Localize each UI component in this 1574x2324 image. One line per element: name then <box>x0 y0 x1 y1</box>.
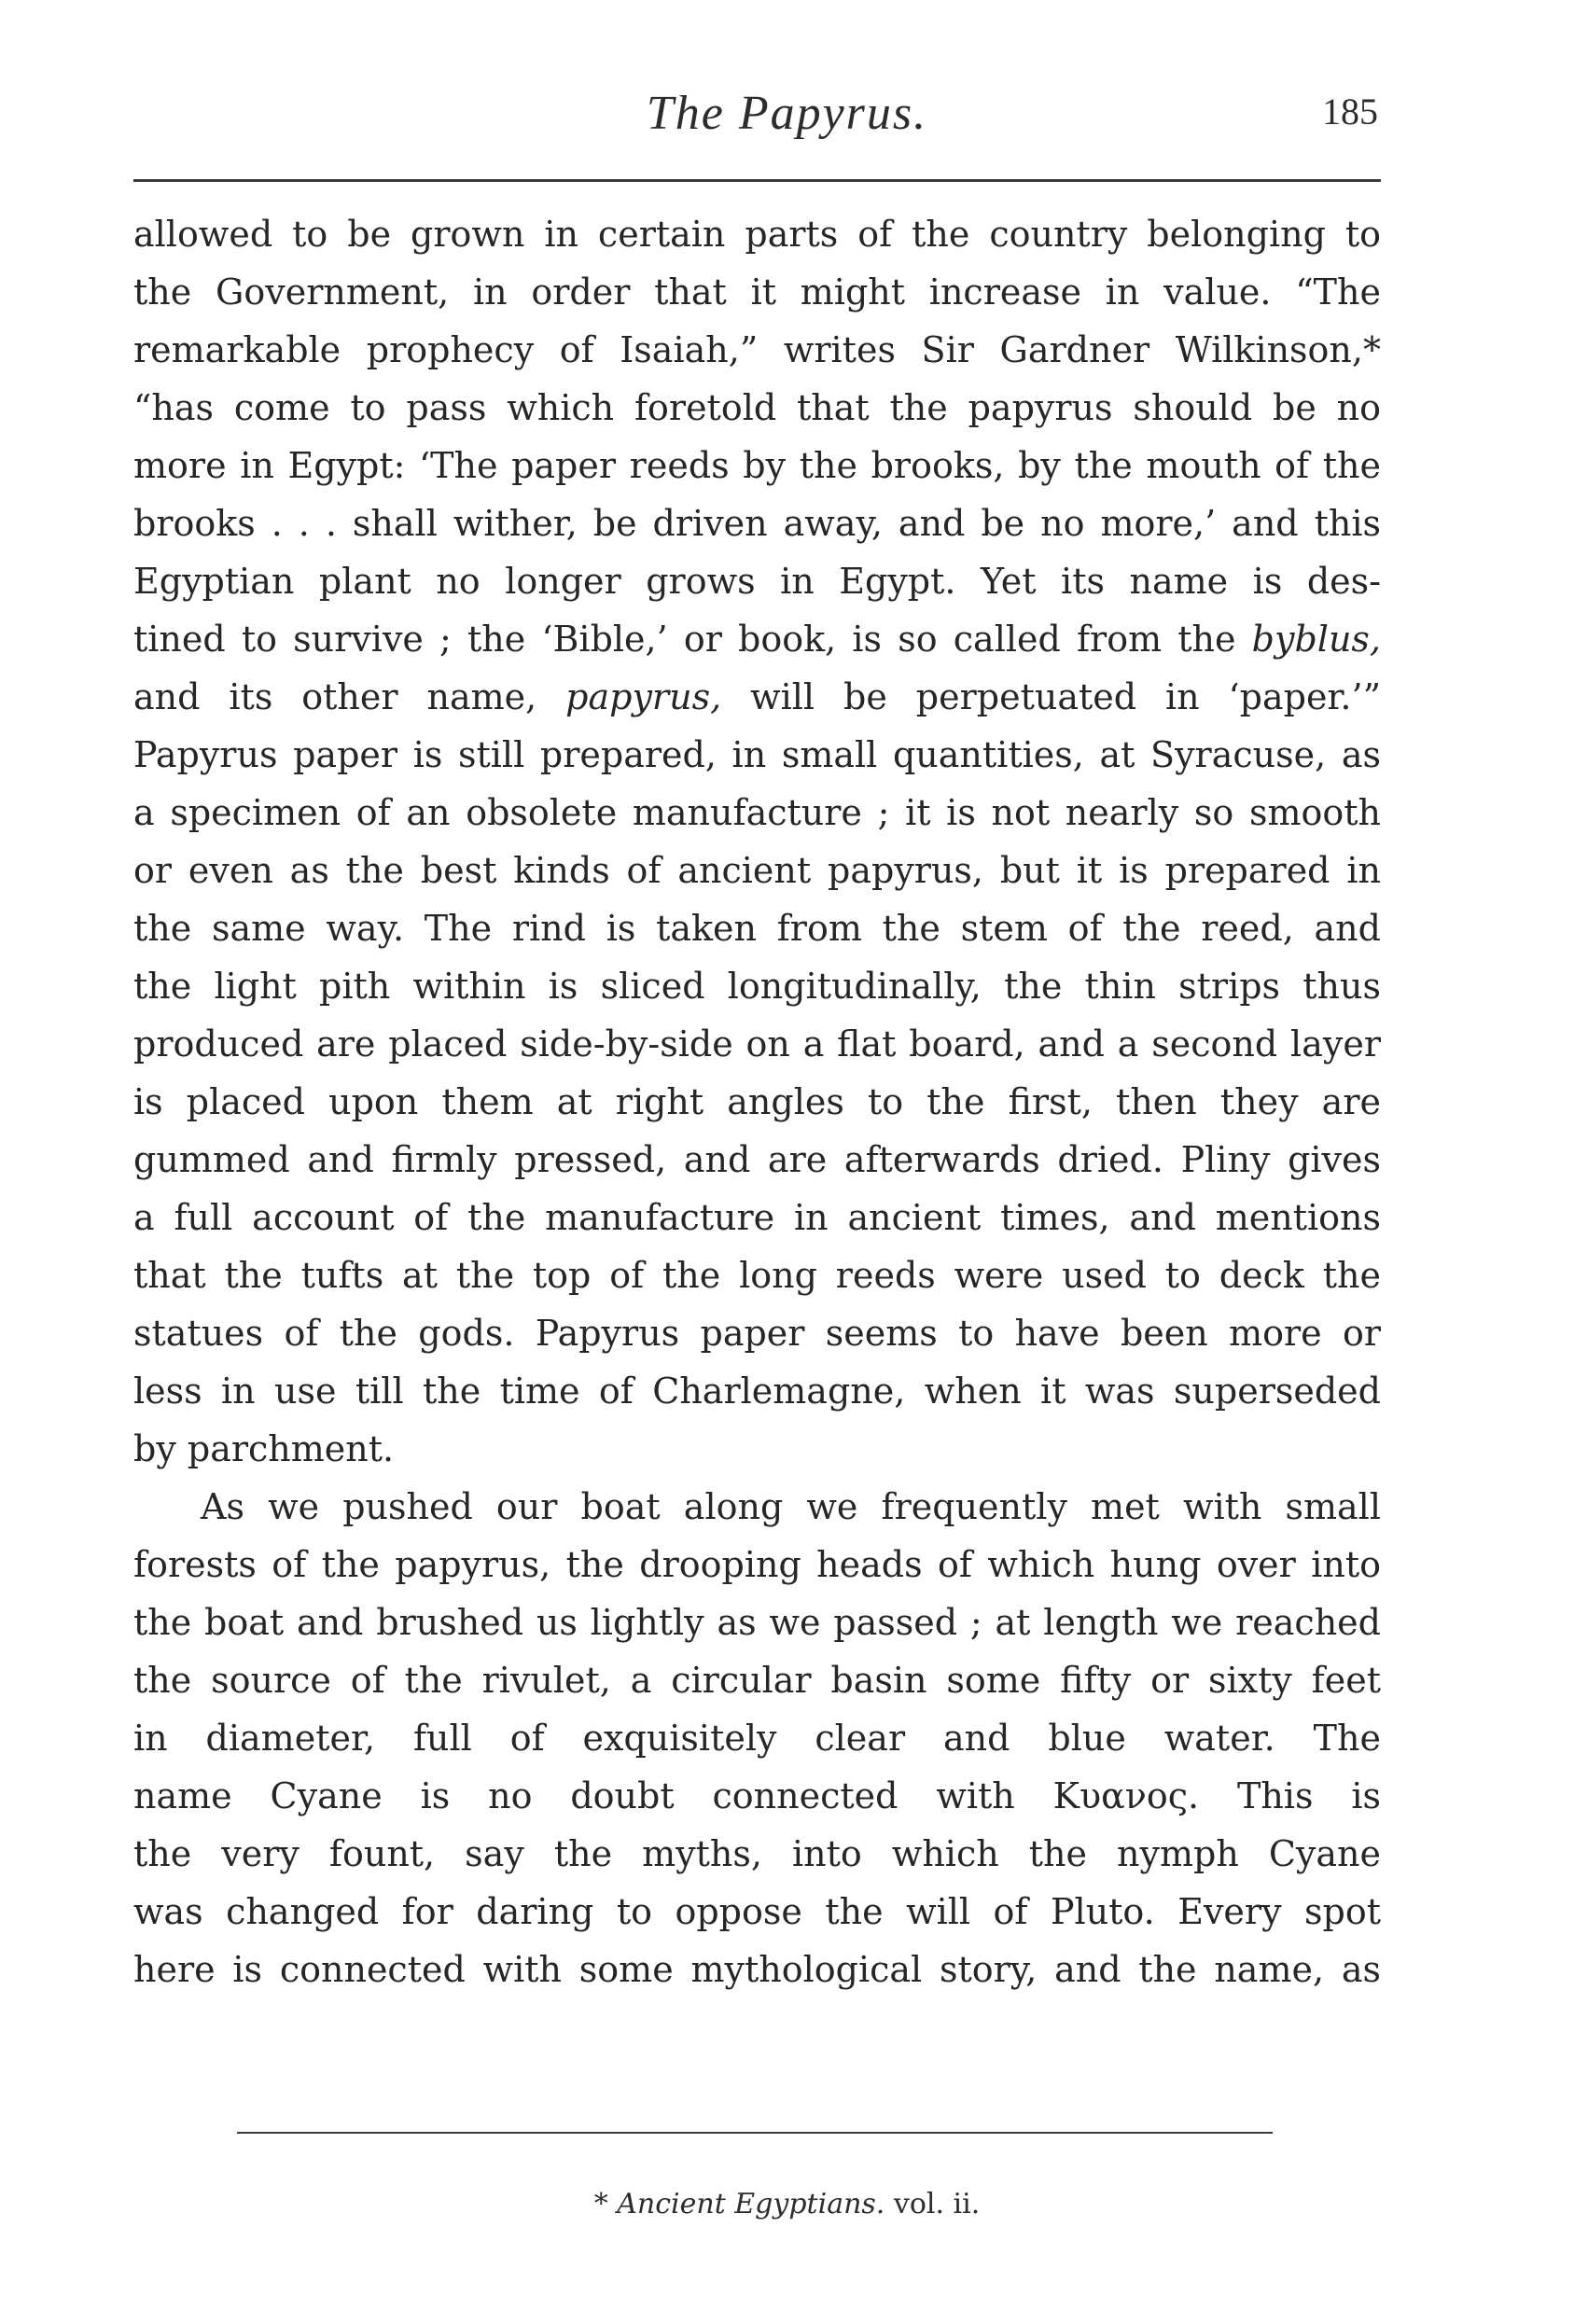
footnote <box>0 2188 1574 2220</box>
body-text <box>133 205 1381 1998</box>
footnote-volume: vol. ii. <box>885 2188 981 2220</box>
text-line: remarkable prophecy of Isaiah,” writes Sir Gardner Wilkinson,* <box>133 329 1381 370</box>
text-line: less in use till the time of Charlemagne, when it was superseded <box>133 1371 1381 1412</box>
italic-word-byblus: byblus, <box>1251 619 1381 660</box>
text-line <box>133 668 1381 726</box>
text-line: by parchment. <box>133 1428 395 1469</box>
text-line: the source of the rivulet, a circular basin some fifty or sixty feet <box>133 1660 1381 1701</box>
footnote-rule <box>237 2132 1273 2134</box>
text-line: a specimen of an obsolete manufacture ; it is not nearly so smooth <box>133 792 1381 833</box>
text-run: will be perpetuated in ‘paper.’” <box>721 676 1381 717</box>
text-line <box>133 610 1381 668</box>
text-line: a full account of the manufacture in ancient times, and mentions <box>133 1197 1381 1238</box>
text-line: the same way. The rind is taken from the stem of the reed, and <box>133 908 1381 949</box>
text-line: As we pushed our boat along we frequently met with small <box>201 1486 1381 1527</box>
text-line: the very fount, say the myths, into which the nymph Cyane <box>133 1833 1381 1874</box>
text-line: “has come to pass which foretold that the papyrus should be no <box>133 387 1381 428</box>
text-line: or even as the best kinds of ancient papyrus, but it is prepared in <box>133 850 1381 891</box>
text-line: in diameter, full of exquisitely clear and blue water. The <box>133 1718 1381 1759</box>
page-number: 185 <box>1322 90 1378 132</box>
text-line: statues of the gods. Papyrus paper seems to have been more or <box>133 1313 1381 1354</box>
text-line: produced are placed side-by-side on a flat board, and a second layer <box>133 1023 1381 1065</box>
text-line: Egyptian plant no longer grows in Egypt. Yet its name is des- <box>133 561 1381 602</box>
text-line: was changed for daring to oppose the will of Pluto. Every spot <box>133 1891 1381 1932</box>
paragraph-1 <box>133 205 1381 1478</box>
header-rule <box>133 179 1381 182</box>
text-line: the boat and brushed us lightly as we passed ; at length we reached <box>133 1602 1381 1643</box>
text-line: Papyrus paper is still prepared, in small quantities, at Syracuse, as <box>133 734 1381 775</box>
italic-word-papyrus: papyrus, <box>565 676 722 717</box>
running-title: The Papyrus. <box>646 87 928 140</box>
text-line: forests of the papyrus, the drooping heads of which hung over into <box>133 1544 1381 1585</box>
text-line: the light pith within is sliced longitudinally, the thin strips thus <box>133 966 1381 1007</box>
text-line: that the tufts at the top of the long reeds were used to deck the <box>133 1255 1381 1296</box>
text-line: allowed to be grown in certain parts of the country belonging to <box>133 214 1381 255</box>
text-line: is placed upon them at right angles to the first, then they are <box>133 1081 1381 1122</box>
text-line: the Government, in order that it might increase in value. “The <box>133 271 1381 313</box>
text-line: brooks . . . shall wither, be driven away, and be no more,’ and this <box>133 503 1381 544</box>
footnote-title: Ancient Egyptians. <box>617 2188 885 2220</box>
text-line: here is connected with some mythological story, and the name, as <box>133 1949 1381 1990</box>
text-line: more in Egypt: ‘The paper reeds by the brooks, by the mouth of the <box>133 445 1381 486</box>
paragraph-2 <box>133 1478 1381 1998</box>
footnote-marker: * <box>593 2188 618 2220</box>
text-run: tined to survive ; the ‘Bible,’ or book, is so called from the <box>133 619 1252 660</box>
text-line: gummed and firmly pressed, and are afterwards dried. Pliny gives <box>133 1139 1381 1180</box>
text-run: and its other name, <box>133 676 566 717</box>
text-line: name Cyane is no doubt connected with Κυανος. This is <box>133 1775 1381 1816</box>
